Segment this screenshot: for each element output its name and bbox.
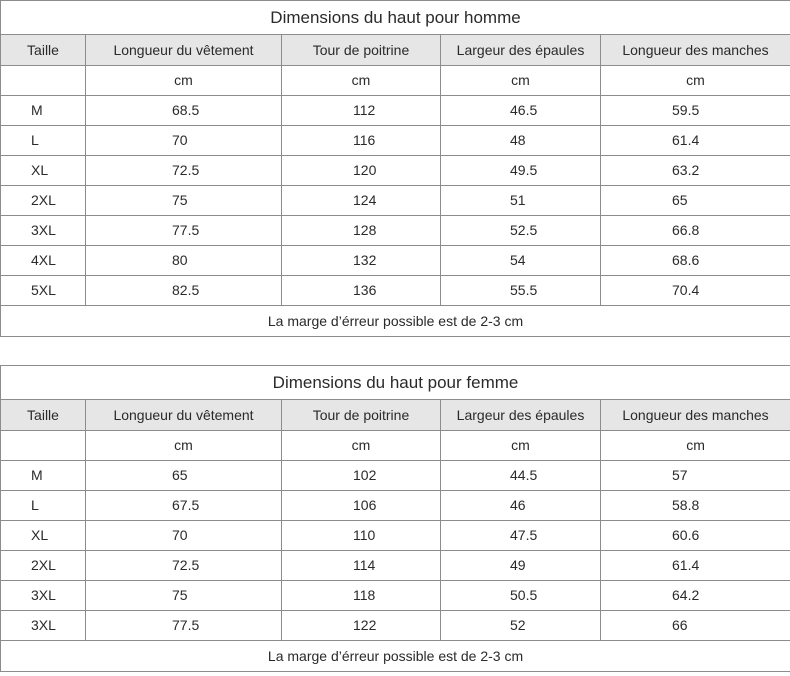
unit-cell	[1, 66, 86, 96]
measurement-cell: 77.5	[86, 611, 282, 641]
measurement-cell: 70	[86, 126, 282, 156]
measurement-cell: 46.5	[441, 96, 601, 126]
column-header: Taille	[1, 35, 86, 66]
table-row	[1, 276, 790, 306]
measurement-cell: 120	[282, 156, 441, 186]
measurement-cell: 63.2	[601, 156, 790, 186]
size-cell: 3XL	[1, 216, 86, 246]
measurement-cell: 82.5	[86, 276, 282, 306]
measurement-cell: 68.6	[601, 246, 790, 276]
unit-row	[1, 66, 790, 96]
measurement-cell: 65	[601, 186, 790, 216]
column-header: Longueur des manches	[601, 35, 790, 66]
size-cell: 3XL	[1, 611, 86, 641]
table-row	[1, 491, 790, 521]
column-header: Longueur du vêtement	[86, 35, 282, 66]
measurement-cell: 67.5	[86, 491, 282, 521]
column-header: Largeur des épaules	[441, 35, 601, 66]
table-row	[1, 461, 790, 491]
measurement-cell: 66.8	[601, 216, 790, 246]
unit-cell	[1, 431, 86, 461]
measurement-cell: 66	[601, 611, 790, 641]
size-cell: L	[1, 126, 86, 156]
measurement-cell: 77.5	[86, 216, 282, 246]
measurement-cell: 52.5	[441, 216, 601, 246]
note-row	[1, 306, 790, 337]
measurement-cell: 72.5	[86, 156, 282, 186]
unit-cell: cm	[282, 66, 441, 96]
table-row	[1, 186, 790, 216]
unit-cell: cm	[86, 66, 282, 96]
measurement-cell: 46	[441, 491, 601, 521]
measurement-cell: 116	[282, 126, 441, 156]
measurement-cell: 75	[86, 186, 282, 216]
size-cell: XL	[1, 521, 86, 551]
measurement-cell: 70.4	[601, 276, 790, 306]
unit-cell: cm	[86, 431, 282, 461]
table-row	[1, 96, 790, 126]
table-row	[1, 156, 790, 186]
table-row	[1, 521, 790, 551]
table-row	[1, 216, 790, 246]
measurement-cell: 65	[86, 461, 282, 491]
unit-row	[1, 431, 790, 461]
measurement-cell: 112	[282, 96, 441, 126]
size-cell: L	[1, 491, 86, 521]
measurement-cell: 50.5	[441, 581, 601, 611]
header-row	[1, 400, 790, 431]
error-margin-note: La marge d’érreur possible est de 2-3 cm	[1, 306, 790, 337]
unit-cell: cm	[601, 431, 790, 461]
table-title: Dimensions du haut pour femme	[1, 366, 790, 400]
measurement-cell: 51	[441, 186, 601, 216]
measurement-cell: 122	[282, 611, 441, 641]
column-header: Taille	[1, 400, 86, 431]
measurement-cell: 55.5	[441, 276, 601, 306]
measurement-cell: 80	[86, 246, 282, 276]
column-header: Longueur des manches	[601, 400, 790, 431]
measurement-cell: 44.5	[441, 461, 601, 491]
measurement-cell: 75	[86, 581, 282, 611]
measurement-cell: 64.2	[601, 581, 790, 611]
table-row	[1, 126, 790, 156]
measurement-cell: 124	[282, 186, 441, 216]
table-title: Dimensions du haut pour homme	[1, 1, 790, 35]
measurement-cell: 60.6	[601, 521, 790, 551]
size-cell: 3XL	[1, 581, 86, 611]
column-header: Tour de poitrine	[282, 400, 441, 431]
error-margin-note: La marge d’érreur possible est de 2-3 cm	[1, 641, 790, 672]
measurement-cell: 61.4	[601, 551, 790, 581]
title-row	[1, 366, 790, 400]
measurement-cell: 49.5	[441, 156, 601, 186]
measurement-cell: 54	[441, 246, 601, 276]
measurement-cell: 47.5	[441, 521, 601, 551]
measurement-cell: 57	[601, 461, 790, 491]
table-row	[1, 611, 790, 641]
men-size-table-body	[1, 1, 790, 337]
measurement-cell: 68.5	[86, 96, 282, 126]
measurement-cell: 132	[282, 246, 441, 276]
size-cell: 5XL	[1, 276, 86, 306]
measurement-cell: 106	[282, 491, 441, 521]
size-cell: 4XL	[1, 246, 86, 276]
unit-cell: cm	[441, 66, 601, 96]
measurement-cell: 114	[282, 551, 441, 581]
measurement-cell: 58.8	[601, 491, 790, 521]
size-cell: 2XL	[1, 551, 86, 581]
header-row	[1, 35, 790, 66]
measurement-cell: 110	[282, 521, 441, 551]
measurement-cell: 61.4	[601, 126, 790, 156]
table-row	[1, 246, 790, 276]
men-size-table	[0, 0, 790, 337]
unit-cell: cm	[282, 431, 441, 461]
measurement-cell: 59.5	[601, 96, 790, 126]
measurement-cell: 70	[86, 521, 282, 551]
unit-cell: cm	[441, 431, 601, 461]
measurement-cell: 52	[441, 611, 601, 641]
measurement-cell: 128	[282, 216, 441, 246]
size-cell: 2XL	[1, 186, 86, 216]
measurement-cell: 49	[441, 551, 601, 581]
women-size-table-body	[1, 366, 790, 672]
measurement-cell: 136	[282, 276, 441, 306]
unit-cell: cm	[601, 66, 790, 96]
column-header: Longueur du vêtement	[86, 400, 282, 431]
note-row	[1, 641, 790, 672]
column-header: Tour de poitrine	[282, 35, 441, 66]
women-size-table	[0, 365, 790, 672]
table-row	[1, 551, 790, 581]
size-cell: M	[1, 461, 86, 491]
table-row	[1, 581, 790, 611]
measurement-cell: 48	[441, 126, 601, 156]
measurement-cell: 72.5	[86, 551, 282, 581]
column-header: Largeur des épaules	[441, 400, 601, 431]
measurement-cell: 118	[282, 581, 441, 611]
size-cell: XL	[1, 156, 86, 186]
measurement-cell: 102	[282, 461, 441, 491]
size-cell: M	[1, 96, 86, 126]
title-row	[1, 1, 790, 35]
